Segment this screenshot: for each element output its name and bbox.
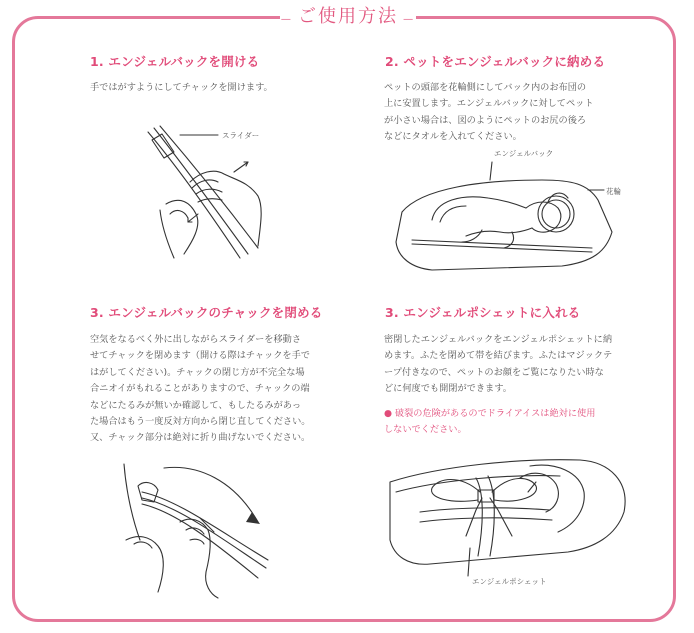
slider-leader-line <box>180 130 220 140</box>
step4-heading: 3. エンジェルポシェットに入れる <box>385 305 581 320</box>
warning-line: しないでください。 <box>384 424 467 436</box>
step3-line: 又、チャック部分は絶対に折り曲げないでください。 <box>90 432 311 444</box>
step1-line: 手ではがすようにしてチャックを開けます。 <box>90 82 273 93</box>
pet-in-bag-illustration <box>392 160 622 280</box>
step4-line: めます。ふたを閉めて帯を結びます。ふたはマジックテ <box>384 350 613 362</box>
step2-text <box>384 80 594 146</box>
page-title: — ご使用方法 — <box>280 4 416 30</box>
pochette-label: エンジェルポシェット <box>472 577 547 586</box>
step2-line: ペットの頭部を花輪側にしてバック内のお布団の <box>384 82 587 93</box>
step3-text <box>90 332 311 447</box>
step3-line: はがしてください)。チャックの閉じ方が不完全な場 <box>90 366 305 378</box>
step4-line: どに何度でも開閉ができます。 <box>384 383 512 395</box>
title-text: ご使用方法 <box>298 6 398 27</box>
step2-line: などにタオルを入れてください。 <box>384 131 522 143</box>
pochette-illustration <box>380 452 636 580</box>
wreath-label: 花輪 <box>606 187 621 196</box>
step4-text <box>384 332 612 398</box>
step2-heading: 2. ペットをエンジェルバックに納める <box>385 54 606 69</box>
step3-line: などにたるみが無いか確認して、もしたるみがあっ <box>90 399 302 411</box>
bag-label: エンジェルバック <box>494 149 554 158</box>
step1-heading: 1. エンジェルバックを開ける <box>90 54 260 69</box>
step3-line: せてチャックを閉めます（開ける際はチャックを手で <box>90 350 310 362</box>
slider-label: スライダー <box>222 131 260 140</box>
warning-line: ● 破裂の危険があるのでドライアイスは絶対に使用 <box>384 408 596 419</box>
step4-line: ープ付きなので、ペットのお顔をご覧になりたい時な <box>384 366 604 378</box>
step3-line: 空気をなるべく外に出しながらスライダーを移動さ <box>90 334 302 345</box>
step2-line: 上に安置します。エンジェルバックに対してペット <box>384 98 594 110</box>
step4-line: 密閉したエンジェルバックをエンジェルポシェットに納 <box>384 334 613 345</box>
step3-line: 合ニオイがもれることがありますので、チャックの端 <box>90 383 310 395</box>
close-zipper-illustration <box>118 460 278 600</box>
dry-ice-warning <box>384 406 595 439</box>
step3-heading: 3. エンジェルバックのチャックを閉める <box>90 305 323 320</box>
step2-line: が小さい場合は、図のようにペットのお尻の後ろ <box>384 114 587 126</box>
step1-text <box>90 80 273 96</box>
step3-line: た場合はもう一度反対方向から閉じ直してください。 <box>90 416 311 428</box>
open-zipper-illustration <box>140 118 300 268</box>
